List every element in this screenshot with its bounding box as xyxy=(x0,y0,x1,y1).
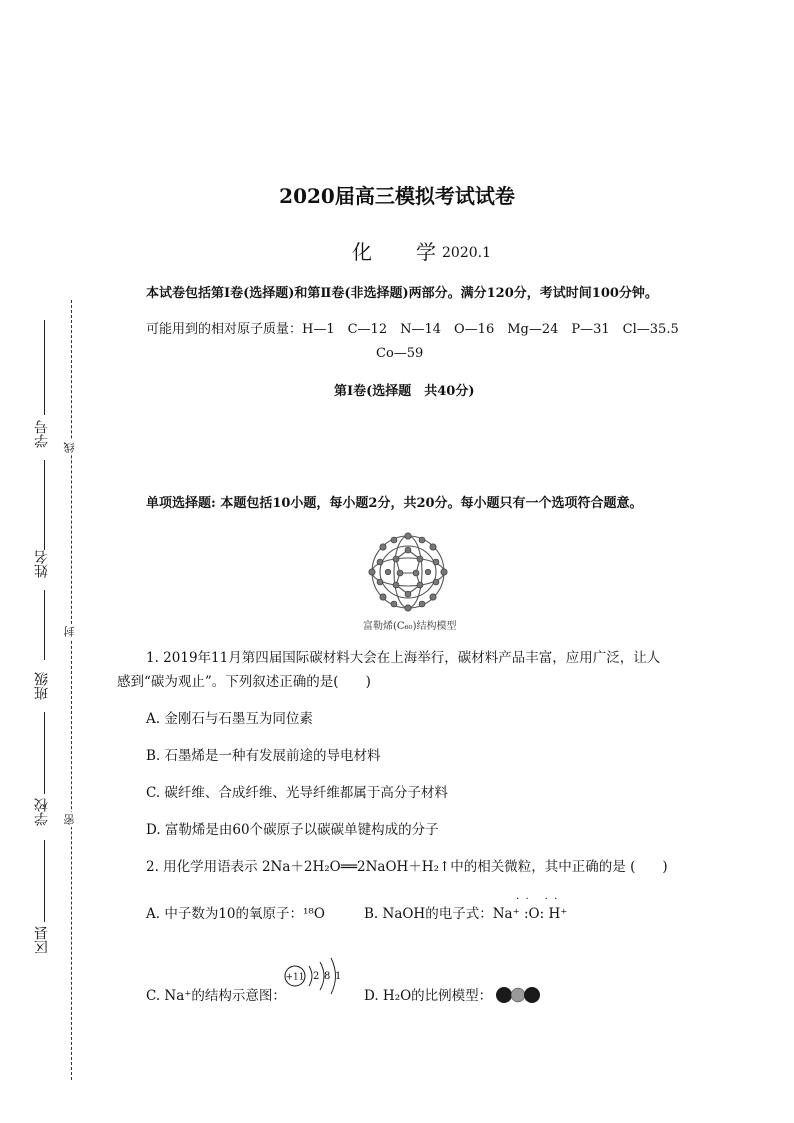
subject-line xyxy=(352,236,491,265)
student-id-label: 学号 xyxy=(34,420,50,448)
q1-stem-line-2: 感到“碳为观止”。下列叙述正确的是( ) xyxy=(117,674,371,690)
hydrogen-atom-left xyxy=(496,987,512,1003)
q2-stem: 2. 用化学用语表示 2Na＋2H₂O══2NaOH＋H₂↑中的相关微粒，其中正确的是 ( ) xyxy=(146,859,668,875)
na-shell-1-label: 2 xyxy=(313,971,320,982)
q2-option-c-label: C. Na⁺的结构示意图： xyxy=(146,988,286,1004)
na-nucleus-label: +11 xyxy=(285,972,305,983)
water-model-figure xyxy=(494,985,542,1005)
section-instruction: 单项选择题: 本题包括10小题，每小题2分，共20分。每小题只有一个选项符合题意。 xyxy=(146,496,643,511)
section-heading: 第Ⅰ卷(选择题 共40分) xyxy=(334,384,475,399)
name-line xyxy=(44,460,45,550)
hydrogen-atom-right xyxy=(524,987,540,1003)
q2-option-b xyxy=(364,903,567,925)
q2-option-b-label: B. NaOH的电子式： xyxy=(364,906,493,922)
district-line xyxy=(44,840,45,922)
q1-option-d: D. 富勒烯是由60个碳原子以碳碳单键构成的分子 xyxy=(146,822,439,838)
q2-option-a-symbol: ¹⁸O xyxy=(303,906,325,922)
student-id-line xyxy=(44,320,45,415)
subject-char-1: 化 xyxy=(352,240,372,264)
electron-dots-top: · · · · xyxy=(516,894,558,905)
intro-line-1: 本试卷包括第Ⅰ卷(选择题)和第Ⅱ卷(非选择题)两部分。满分120分，考试时间100分钟。 xyxy=(146,286,658,301)
seal-char-secret: 密 xyxy=(63,814,76,825)
q2-option-d-label: D. H₂O的比例模型： xyxy=(364,988,493,1004)
intro-line-3: Co—59 xyxy=(376,346,424,361)
q2-option-a xyxy=(146,903,325,925)
class-label: 班级 xyxy=(34,672,50,700)
figure-caption: 富勒烯(C₆₀)结构模型 xyxy=(363,621,457,632)
na-shell-3-label: 1 xyxy=(335,971,342,982)
q1-option-b: B. 石墨烯是一种有发展前途的导电材料 xyxy=(146,748,381,764)
exam-date: 2020.1 xyxy=(442,245,491,261)
oxygen-atom xyxy=(511,988,525,1002)
class-line xyxy=(44,590,45,660)
name-label: 姓名 xyxy=(34,550,50,578)
q1-stem-line-1: 1. 2019年11月第四届国际碳材料大会在上海举行，碳材料产品丰富，应用广泛，让人 xyxy=(146,650,661,666)
fullerene-figure xyxy=(366,530,450,614)
q1-option-c: C. 碳纤维、合成纤维、光导纤维都属于高分子材料 xyxy=(146,785,448,801)
subject-char-2: 学 xyxy=(416,240,436,264)
na-shell-2-label: 8 xyxy=(324,971,331,982)
seal-char-seal: 封 xyxy=(63,626,76,637)
seal-char-line: 线 xyxy=(63,442,76,453)
q1-option-a: A. 金刚石与石墨互为同位素 xyxy=(146,711,313,727)
exam-title: 2020届高三模拟考试试卷 xyxy=(279,184,515,208)
school-line xyxy=(44,712,45,794)
na-ion-structure-diagram xyxy=(282,956,352,1002)
intro-line-2: 可能用到的相对原子质量：H—1 C—12 N—14 O—16 Mg—24 P—31 Cl—35.5 xyxy=(146,322,679,337)
district-label: 区县 xyxy=(34,926,50,954)
q2-option-a-label: A. 中子数为10的氧原子： xyxy=(146,906,304,922)
binding-dashed-line xyxy=(71,300,72,1080)
school-label: 学校 xyxy=(34,798,50,826)
q2-option-b-formula: Na⁺ :O: H⁺ xyxy=(492,906,568,922)
